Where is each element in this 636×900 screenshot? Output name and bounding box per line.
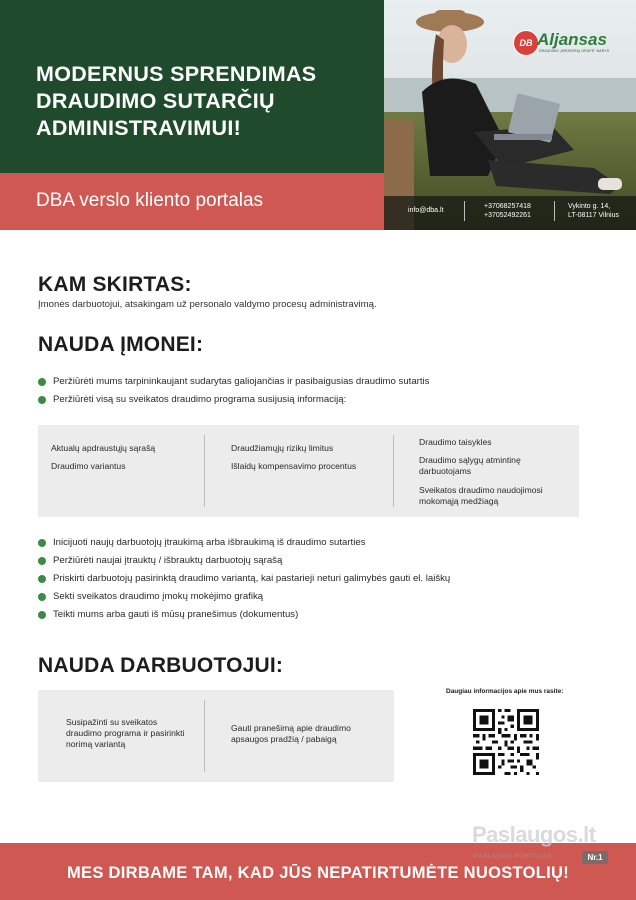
list-item-text: Priskirti darbuotojų pasirinktą draudimo variantą, kai pastarieji neturi galimybės gauti el. laiškų — [53, 573, 451, 584]
bullet-dot-icon — [38, 575, 46, 583]
info-item: Draudimo taisykles — [419, 437, 492, 447]
bullet-dot-icon — [38, 539, 46, 547]
contact-phone-1[interactable]: +37068257418 — [484, 203, 531, 210]
list-item-text: Peržiūrėti naujai įtrauktų / išbrauktų darbuotojų sąrašą — [53, 555, 283, 566]
company-benefits-heading: NAUDA ĮMONEI: — [38, 333, 204, 356]
column-divider — [204, 435, 205, 507]
bullet-dot-icon — [38, 378, 46, 386]
logo-tagline: DRAUDIMO „BROKERIŲ GRUPĖ“ NARYS — [539, 49, 610, 53]
contact-email[interactable]: info@dba.lt — [408, 207, 444, 214]
qr-code-icon[interactable] — [473, 709, 539, 775]
column-divider — [393, 435, 394, 507]
info-item: Draudžiamųjų rizikų limitus — [231, 443, 334, 453]
contact-phones[interactable] — [484, 202, 531, 220]
watermark — [470, 822, 630, 862]
health-info-box — [38, 425, 579, 517]
contact-address-line-2: LT-08117 Vilnius — [568, 212, 619, 219]
employee-benefits-heading: NAUDA DARBUOTOJUI: — [38, 654, 284, 677]
list-item-text: Peržiūrėti mums tarpininkaujant sudarytas galiojančias ir pasibaigusias draudimo sutartis — [53, 376, 430, 387]
portal-title: DBA verslo kliento portalas — [36, 190, 264, 211]
bullet-dot-icon — [38, 557, 46, 565]
headline-line-1: MODERNUS SPRENDIMAS — [36, 62, 317, 86]
info-item: Gauti pranešimą apie draudimo apsaugos pradžią / pabaigą — [231, 723, 351, 744]
list-item — [38, 394, 429, 412]
watermark-subtitle: PASLAUGŲ PORTALAS — [474, 853, 552, 860]
contact-divider — [464, 201, 465, 221]
info-item: Aktualų apdraustųjų sąrašą — [51, 443, 156, 453]
list-item — [38, 609, 450, 627]
contact-bar — [384, 196, 636, 230]
info-item: Išlaidų kompensavimo procentus — [231, 461, 357, 471]
info-item: Sveikatos draudimo naudojimosi mokomąją medžiagą — [419, 485, 543, 506]
bullet-dot-icon — [38, 396, 46, 404]
employee-info-box — [38, 690, 394, 782]
contact-phone-2[interactable]: +37052492261 — [484, 212, 531, 219]
logo-wordmark: Aljansas — [537, 30, 607, 49]
list-item-text: Sekti sveikatos draudimo įmokų mokėjimo grafiką — [53, 591, 264, 602]
list-item — [38, 555, 450, 573]
footer-slogan: MES DIRBAME TAM, KAD JŪS NEPATIRTUMĖTE NUOSTOLIŲ! — [66, 864, 570, 882]
logo-mark: DB — [513, 30, 539, 56]
list-item-text: Inicijuoti naujų darbuotojų įtraukimą arba išbraukimą iš draudimo sutarties — [53, 537, 366, 548]
qr-caption: Daugiau informacijos apie mus rasite: — [446, 688, 564, 695]
headline-line-2: DRAUDIMO SUTARČIŲ — [36, 89, 275, 113]
page-headline — [36, 61, 376, 142]
headline-line-3: ADMINISTRAVIMUI! — [36, 116, 242, 140]
list-item — [38, 537, 450, 555]
info-item: Draudimo sąlygų atmintinę darbuotojams — [419, 455, 521, 476]
watermark-badge: Nr.1 — [582, 851, 608, 864]
list-item-text: Teikti mums arba gauti iš mūsų pranešimus (dokumentus) — [53, 609, 299, 620]
column-divider — [204, 700, 205, 772]
target-text: Įmonės darbuotojui, atsakingam už personalo valdymo procesų administravimą. — [38, 299, 377, 310]
list-item-text: Peržiūrėti visą su sveikatos draudimo programa susijusią informaciją: — [53, 394, 347, 405]
watermark-title: Paslaugos.lt — [472, 822, 596, 847]
info-item: Draudimo variantus — [51, 461, 126, 471]
info-item: Susipažinti su sveikatos draudimo programa ir pasirinkti norimą variantą — [66, 717, 185, 749]
bullet-dot-icon — [38, 593, 46, 601]
contact-address-line-1: Vykinto g. 14, — [568, 203, 611, 210]
contact-address — [568, 202, 619, 220]
list-item — [38, 591, 450, 609]
company-bullets-top — [38, 376, 429, 412]
aljansas-logo — [513, 30, 633, 56]
bullet-dot-icon — [38, 611, 46, 619]
list-item — [38, 573, 450, 591]
target-heading: KAM SKIRTAS: — [38, 273, 192, 296]
company-bullets-bottom — [38, 537, 450, 627]
list-item — [38, 376, 429, 394]
contact-divider — [554, 201, 555, 221]
